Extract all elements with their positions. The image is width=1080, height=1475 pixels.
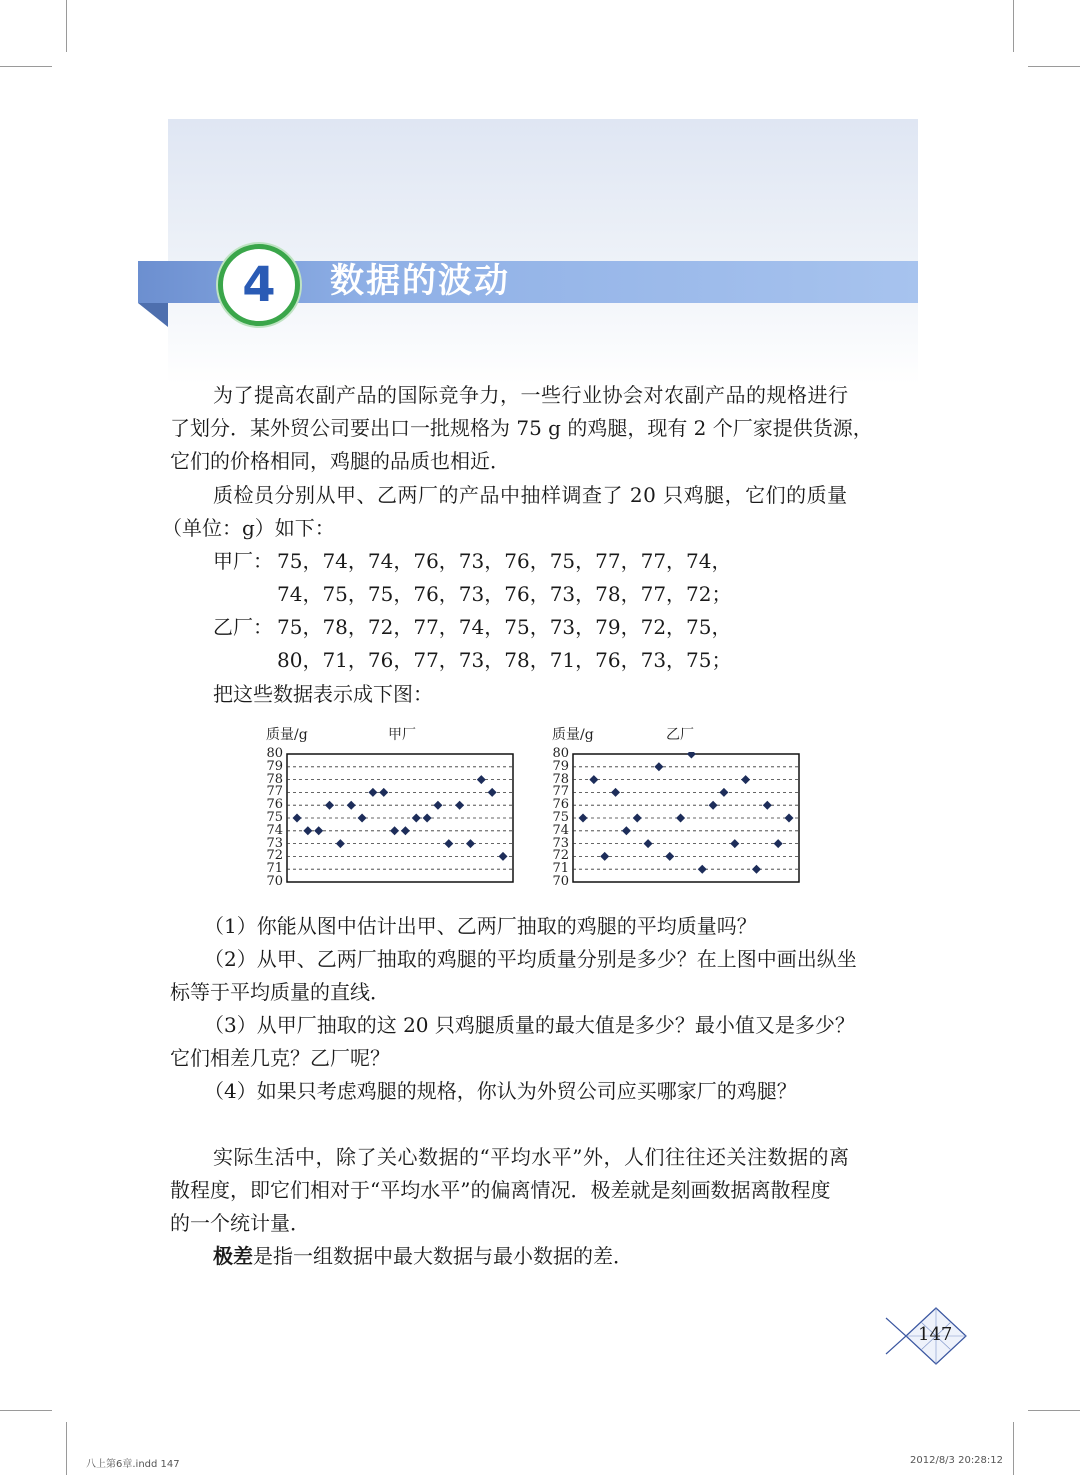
- paragraph-line: 了划分．某外贸公司要出口一批规格为 75 g 的鸡腿，现有 2 个厂家提供货源，: [170, 416, 873, 440]
- y-tick-label: 73: [552, 835, 569, 851]
- definition-term: 极差: [213, 1244, 253, 1268]
- y-tick-label: 71: [266, 861, 283, 877]
- crop-mark: [1028, 66, 1080, 67]
- y-tick-label: 72: [552, 848, 569, 864]
- crop-mark: [1013, 1422, 1014, 1475]
- y-tick-label: 76: [552, 797, 569, 813]
- y-tick-label: 74: [266, 822, 283, 838]
- y-tick-label: 70: [552, 874, 569, 889]
- paragraph-line: 为了提高农副产品的国际竞争力，一些行业协会对农副产品的规格进行: [213, 383, 849, 407]
- paragraph-line: 的一个统计量．: [170, 1211, 310, 1235]
- section-title-fold: [138, 303, 168, 327]
- chart-ylabel: 质量/g: [266, 727, 308, 743]
- figure-intro: 把这些数据表示成下图：: [213, 682, 433, 706]
- crop-mark: [1013, 0, 1014, 52]
- question: 标等于平均质量的直线．: [170, 980, 390, 1004]
- y-tick-label: 71: [552, 861, 569, 877]
- question: 它们相差几克？乙厂呢？: [170, 1046, 390, 1070]
- paragraph-line: 散程度，即它们相对于“平均水平”的偏离情况．极差就是刻画数据离散程度: [170, 1178, 831, 1202]
- section-number-badge: [218, 244, 300, 326]
- crop-mark: [1028, 1410, 1080, 1411]
- crop-mark: [0, 66, 52, 67]
- factory-jia-label: 甲厂：: [213, 549, 273, 573]
- y-tick-label: 79: [552, 758, 569, 774]
- factory-yi-data: 80，71，76，77，73，78，71，76，73，75；: [277, 648, 732, 672]
- scatter-chart-yi: [572, 752, 800, 884]
- factory-yi-data: 75，78，72，77，74，75，73，79，72，75，: [277, 615, 732, 639]
- y-tick-label: 70: [266, 874, 283, 889]
- y-tick-label: 74: [552, 822, 569, 838]
- crop-mark: [0, 1410, 52, 1411]
- y-tick-label: 80: [266, 746, 283, 761]
- crop-mark: [66, 1422, 67, 1475]
- footer-timestamp: 2012/8/3 20:28:12: [910, 1455, 1004, 1466]
- page-number: 147: [918, 1324, 953, 1345]
- footer-file: 八上第6章.indd 147: [86, 1459, 180, 1470]
- y-tick-label: 80: [552, 746, 569, 761]
- y-tick-label: 73: [266, 835, 283, 851]
- paragraph-line: （单位：g）如下：: [162, 516, 335, 540]
- factory-yi-label: 乙厂：: [213, 615, 273, 639]
- y-tick-label: 75: [266, 810, 283, 825]
- y-tick-label: 72: [266, 848, 283, 864]
- question: （3）从甲厂抽取的这 20 只鸡腿质量的最大值是多少？最小值又是多少？: [204, 1013, 855, 1037]
- crop-mark: [66, 0, 67, 52]
- paragraph-line: 它们的价格相同，鸡腿的品质也相近．: [170, 449, 510, 473]
- chart-title: 乙厂: [666, 727, 694, 743]
- section-title: 数据的波动: [330, 261, 510, 301]
- y-tick-label: 78: [266, 771, 283, 787]
- definition: [213, 1240, 633, 1273]
- paragraph-line: 质检员分别从甲、乙两厂的产品中抽样调查了 20 只鸡腿，它们的质量: [213, 483, 848, 507]
- section-number: 4: [242, 257, 276, 313]
- question: （4）如果只考虑鸡腿的规格，你认为外贸公司应买哪家厂的鸡腿？: [204, 1079, 797, 1103]
- scatter-chart-jia: [286, 752, 514, 884]
- y-tick-label: 78: [552, 771, 569, 787]
- y-tick-label: 76: [266, 797, 283, 813]
- y-tick-label: 77: [266, 784, 283, 800]
- factory-jia-data: 75，74，74，76，73，76，75，77，77，74，: [277, 549, 732, 573]
- y-tick-label: 79: [266, 758, 283, 774]
- y-tick-label: 75: [552, 810, 569, 825]
- question: （1）你能从图中估计出甲、乙两厂抽取的鸡腿的平均质量吗？: [204, 914, 757, 938]
- y-tick-label: 77: [552, 784, 569, 800]
- paragraph-line: 实际生活中，除了关心数据的“平均水平”外，人们往往还关注数据的离: [213, 1145, 850, 1169]
- chart-title: 甲厂: [388, 727, 416, 743]
- factory-jia-data: 74，75，75，76，73，76，73，78，77，72；: [277, 582, 732, 606]
- definition-text: 是指一组数据中最大数据与最小数据的差．: [253, 1244, 633, 1268]
- chart-ylabel: 质量/g: [552, 727, 594, 743]
- question: （2）从甲、乙两厂抽取的鸡腿的平均质量分别是多少？在上图中画出纵坐: [204, 947, 857, 971]
